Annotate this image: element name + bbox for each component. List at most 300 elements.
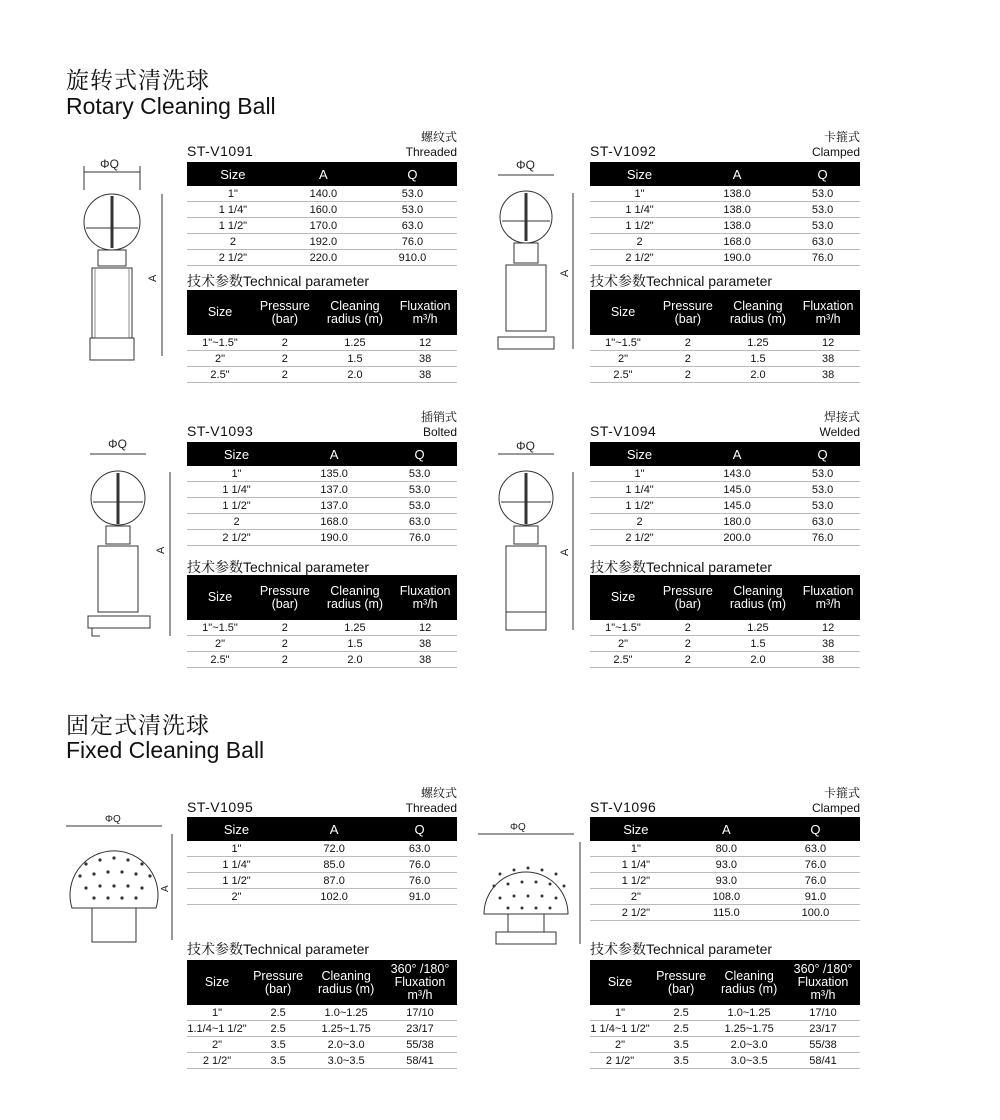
cell: 1.0~1.25 [309, 1005, 383, 1021]
col-pressure: Pressure (bar) [656, 575, 720, 620]
cell: 63.0 [382, 514, 457, 530]
cell: 1"~1.5" [187, 620, 253, 636]
table-row [187, 482, 457, 498]
cell: 3.0~3.5 [712, 1053, 786, 1069]
cell: 76.0 [785, 530, 860, 546]
table-row [590, 514, 860, 530]
cell: 63.0 [382, 841, 457, 857]
cell: 23/17 [383, 1021, 457, 1037]
cell: 1 1/2" [590, 498, 689, 514]
cell: 53.0 [382, 466, 457, 482]
table-row [187, 466, 457, 482]
cell: 53.0 [382, 482, 457, 498]
cell: 2 [656, 636, 720, 652]
cell: 138.0 [689, 218, 785, 234]
product-block-v1092 [590, 128, 860, 390]
col-a: A [286, 817, 382, 841]
table-row [590, 466, 860, 482]
table-row [590, 498, 860, 514]
cell: 1 1/2" [590, 218, 689, 234]
length-label: A [147, 274, 159, 282]
cell: 2 [656, 620, 720, 636]
cell: 12 [393, 335, 457, 351]
table-row [187, 857, 457, 873]
product-block-v1095 [187, 784, 457, 1084]
cell: 100.0 [771, 905, 860, 921]
v1094-technical-drawing [488, 440, 588, 640]
tech-param-title: 技术参数Technical parameter [590, 941, 773, 957]
table-row [590, 202, 860, 218]
cell: 38 [393, 351, 457, 367]
cell: 2" [187, 636, 253, 652]
cell: 38 [393, 367, 457, 383]
cell: 38 [393, 652, 457, 668]
model-number: ST-V1096 [590, 799, 657, 815]
cell: 135.0 [286, 466, 382, 482]
table-row [590, 1021, 860, 1037]
cell: 2 [590, 234, 689, 250]
length-label: A [559, 269, 571, 277]
tech-param-title: 技术参数Technical parameter [187, 941, 370, 957]
cell: 17/10 [383, 1005, 457, 1021]
cell: 53.0 [785, 186, 860, 202]
cell: 115.0 [682, 905, 771, 921]
cell: 2 [253, 620, 317, 636]
tech-param-table [590, 290, 860, 383]
col-pressure: Pressure (bar) [650, 960, 712, 1005]
col-size: Size [590, 575, 656, 620]
table-row [590, 351, 860, 367]
cell: 38 [796, 351, 860, 367]
connection-type-en: Bolted [422, 425, 457, 439]
cell: 58/41 [383, 1053, 457, 1069]
cell: 180.0 [689, 514, 785, 530]
cell: 55/38 [786, 1037, 860, 1053]
col-q: Q [382, 442, 457, 466]
cell: 53.0 [785, 482, 860, 498]
col-fluxation: Fluxation m³/h [796, 575, 860, 620]
cell: 3.5 [247, 1053, 309, 1069]
table-row [590, 186, 860, 202]
fixed-title-cn: 固定式清洗球 [66, 713, 210, 739]
col-size: Size [187, 817, 286, 841]
cell: 190.0 [689, 250, 785, 266]
cell: 2.0 [317, 652, 394, 668]
rotary-title-cn: 旋转式清洗球 [66, 68, 210, 94]
cell: 1" [590, 186, 689, 202]
cell: 2 [656, 367, 720, 383]
cell: 145.0 [689, 498, 785, 514]
cell: 220.0 [279, 250, 368, 266]
fixed-title-en: Fixed Cleaning Ball [66, 737, 265, 763]
cell: 1" [590, 841, 682, 857]
length-label: A [559, 548, 571, 556]
model-number: ST-V1094 [590, 423, 657, 439]
cell: 63.0 [785, 234, 860, 250]
cell: 2 [187, 514, 286, 530]
cell: 3.5 [650, 1053, 712, 1069]
cell: 1 1/2" [187, 218, 279, 234]
cell: 1"~1.5" [590, 620, 656, 636]
cell: 160.0 [279, 202, 368, 218]
cell: 2" [590, 1037, 650, 1053]
tech-param-table [187, 960, 457, 1069]
diameter-label: ΦQ [516, 440, 535, 453]
cell: 1"~1.5" [187, 335, 253, 351]
cell: 2 [253, 636, 317, 652]
cell: 1.25 [317, 620, 394, 636]
cell: 2.5" [187, 652, 253, 668]
cell: 140.0 [279, 186, 368, 202]
cell: 1.0~1.25 [712, 1005, 786, 1021]
cell: 2 [253, 335, 317, 351]
diameter-label: ΦQ [510, 822, 526, 833]
rotary-title-en: Rotary Cleaning Ball [66, 93, 276, 119]
v1096-technical-drawing [470, 820, 588, 958]
col-cleaning-radius: Cleaning radius (m) [317, 575, 394, 620]
cell: 2.5 [247, 1021, 309, 1037]
table-row [590, 218, 860, 234]
cell: 76.0 [382, 873, 457, 889]
col-fluxation: Fluxation m³/h [393, 575, 457, 620]
cell: 1.25~1.75 [309, 1021, 383, 1037]
table-row [187, 636, 457, 652]
cell: 145.0 [689, 482, 785, 498]
cell: 2" [590, 351, 656, 367]
cell: 1 1/4" [590, 857, 682, 873]
model-number: ST-V1093 [187, 423, 254, 439]
col-cleaning-radius: Cleaning radius (m) [720, 290, 797, 335]
cell: 1 1/2" [187, 873, 286, 889]
cell: 2" [187, 1037, 247, 1053]
cell: 91.0 [771, 889, 860, 905]
col-cleaning-radius: Cleaning radius (m) [317, 290, 394, 335]
length-label: A [155, 546, 167, 554]
cell: 93.0 [682, 873, 771, 889]
table-row [187, 530, 457, 546]
cell: 3.5 [247, 1037, 309, 1053]
tech-param-title: 技术参数Technical parameter [590, 559, 773, 575]
connection-type-cn: 卡箍式 [823, 130, 860, 144]
dimension-table [590, 442, 860, 546]
cell: 1.25 [720, 620, 797, 636]
col-pressure: Pressure (bar) [656, 290, 720, 335]
ball-outline [484, 872, 568, 914]
cell: 2 1/2" [590, 1053, 650, 1069]
table-row [590, 250, 860, 266]
cell: 910.0 [368, 250, 457, 266]
table-row [187, 620, 457, 636]
cell: 1 1/4" [590, 202, 689, 218]
table-row [590, 841, 860, 857]
col-q: Q [368, 162, 457, 186]
table-row [590, 367, 860, 383]
cell: 170.0 [279, 218, 368, 234]
cell: 2" [590, 889, 682, 905]
col-q: Q [785, 442, 860, 466]
cell: 17/10 [786, 1005, 860, 1021]
product-block-v1093 [187, 408, 457, 670]
cell: 2.0 [720, 367, 797, 383]
tech-param-table [187, 575, 457, 668]
table-row [590, 905, 860, 921]
cell: 38 [796, 367, 860, 383]
cell: 1.5 [317, 636, 394, 652]
cell: 1.1/4~1 1/2" [187, 1022, 247, 1035]
spray-holes [493, 867, 566, 910]
cell: 2.5" [590, 652, 656, 668]
cell: 3.5 [650, 1037, 712, 1053]
connection-type-en: Threaded [405, 145, 457, 159]
cell: 38 [393, 636, 457, 652]
col-q: Q [382, 817, 457, 841]
table-row [590, 652, 860, 668]
cell: 2.0 [720, 652, 797, 668]
cell: 53.0 [785, 218, 860, 234]
tech-param-table [590, 960, 860, 1069]
cell: 63.0 [771, 841, 860, 857]
cell: 137.0 [286, 482, 382, 498]
cell: 2.5 [650, 1021, 712, 1037]
cell: 58/41 [786, 1053, 860, 1069]
table-row [590, 1037, 860, 1053]
cell: 2" [590, 636, 656, 652]
product-block-v1094 [590, 408, 860, 670]
cell: 53.0 [368, 186, 457, 202]
cell: 2.5" [590, 367, 656, 383]
cell: 38 [796, 636, 860, 652]
connection-type-cn: 螺纹式 [420, 786, 457, 800]
cell: 2 [656, 335, 720, 351]
cell: 1"~1.5" [590, 335, 656, 351]
cell: 138.0 [689, 186, 785, 202]
cell: 1" [187, 466, 286, 482]
v1091-technical-drawing [62, 150, 182, 380]
cell: 2 1/2" [590, 250, 689, 266]
dimension-table [187, 817, 457, 905]
cell: 1.25 [317, 335, 394, 351]
table-row [590, 1005, 860, 1021]
cell: 1.5 [317, 351, 394, 367]
cell: 2.5" [187, 367, 253, 383]
cell: 12 [393, 620, 457, 636]
cell: 1 1/4~1 1/2" [590, 1022, 650, 1035]
table-row [187, 1053, 457, 1069]
table-row [187, 186, 457, 202]
col-a: A [682, 817, 771, 841]
cell: 200.0 [689, 530, 785, 546]
dimension-table [590, 817, 860, 921]
cell: 85.0 [286, 857, 382, 873]
cell: 2 1/2" [187, 1053, 247, 1069]
col-size: Size [590, 290, 656, 335]
cell: 53.0 [382, 498, 457, 514]
dimension-table [187, 162, 457, 266]
cell: 3.0~3.5 [309, 1053, 383, 1069]
v1093-technical-drawing [80, 432, 185, 650]
col-a: A [689, 162, 785, 186]
diameter-label: ΦQ [105, 814, 121, 825]
table-row [187, 1021, 457, 1037]
cell: 1 1/2" [590, 873, 682, 889]
cell: 2 [253, 652, 317, 668]
cell: 1 1/4" [590, 482, 689, 498]
cell: 2.5 [247, 1005, 309, 1021]
cell: 1.25~1.75 [712, 1021, 786, 1037]
table-row [590, 530, 860, 546]
cell: 102.0 [286, 889, 382, 905]
col-q: Q [785, 162, 860, 186]
col-pressure: Pressure (bar) [247, 960, 309, 1005]
v1092-technical-drawing [488, 155, 588, 360]
tech-param-table [187, 290, 457, 383]
cell: 2.0 [317, 367, 394, 383]
table-row [187, 652, 457, 668]
cell: 1 1/4" [187, 202, 279, 218]
product-block-v1091 [187, 128, 457, 390]
cell: 168.0 [286, 514, 382, 530]
cell: 2 [187, 234, 279, 250]
table-row [187, 514, 457, 530]
col-size: Size [187, 162, 279, 186]
cell: 2 1/2" [187, 250, 279, 266]
cell: 93.0 [682, 857, 771, 873]
connection-type-en: Clamped [811, 145, 860, 159]
cell: 23/17 [786, 1021, 860, 1037]
table-row [187, 841, 457, 857]
connection-type-cn: 螺纹式 [420, 130, 457, 144]
cell: 76.0 [382, 857, 457, 873]
table-row [187, 889, 457, 905]
col-fluxation: Fluxation m³/h [796, 290, 860, 335]
connection-type-en: Threaded [405, 801, 457, 815]
cell: 137.0 [286, 498, 382, 514]
cell: 2 [656, 652, 720, 668]
tech-param-title: 技术参数Technical parameter [187, 273, 370, 289]
table-row [187, 202, 457, 218]
col-pressure: Pressure (bar) [253, 575, 317, 620]
cell: 168.0 [689, 234, 785, 250]
col-size: Size [590, 960, 650, 1005]
table-row [187, 873, 457, 889]
connection-type-cn: 卡箍式 [823, 786, 860, 800]
cell: 2 [253, 351, 317, 367]
table-row [590, 335, 860, 351]
cell: 190.0 [286, 530, 382, 546]
v1095-technical-drawing [60, 812, 185, 957]
col-a: A [286, 442, 382, 466]
cell: 2" [187, 889, 286, 905]
cell: 2 [656, 351, 720, 367]
connection-type-cn: 插销式 [420, 410, 457, 424]
cell: 138.0 [689, 202, 785, 218]
col-q: Q [771, 817, 860, 841]
cell: 143.0 [689, 466, 785, 482]
table-row [187, 1005, 457, 1021]
cell: 72.0 [286, 841, 382, 857]
col-size: Size [590, 817, 682, 841]
table-row [187, 498, 457, 514]
model-number: ST-V1091 [187, 143, 254, 159]
cell: 2.5 [650, 1005, 712, 1021]
col-fluxation: 360° /180° Fluxation m³/h [383, 960, 457, 1005]
cell: 1" [590, 466, 689, 482]
diameter-label: ΦQ [516, 158, 535, 172]
col-size: Size [187, 575, 253, 620]
col-fluxation: 360° /180° Fluxation m³/h [786, 960, 860, 1005]
cell: 1" [590, 1005, 650, 1021]
cell: 2.0~3.0 [309, 1037, 383, 1053]
length-label: A [160, 885, 171, 892]
col-cleaning-radius: Cleaning radius (m) [309, 960, 383, 1005]
diameter-label: ΦQ [108, 437, 127, 451]
connection-type-en: Welded [819, 425, 860, 439]
cell: 2 [253, 367, 317, 383]
cell: 1 1/2" [187, 498, 286, 514]
cell: 53.0 [368, 202, 457, 218]
col-size: Size [590, 442, 689, 466]
cell: 2 1/2" [590, 905, 682, 921]
cell: 2.0~3.0 [712, 1037, 786, 1053]
product-block-v1096 [590, 784, 860, 1084]
model-number: ST-V1092 [590, 143, 657, 159]
cell: 1.25 [720, 335, 797, 351]
table-row [590, 482, 860, 498]
cell: 76.0 [382, 530, 457, 546]
col-a: A [689, 442, 785, 466]
cell: 2 1/2" [590, 530, 689, 546]
cell: 38 [796, 652, 860, 668]
cell: 63.0 [368, 218, 457, 234]
tech-param-title: 技术参数Technical parameter [590, 273, 773, 289]
table-row [187, 335, 457, 351]
cell: 1.5 [720, 351, 797, 367]
cell: 2 1/2" [187, 530, 286, 546]
cell: 12 [796, 335, 860, 351]
cell: 1.5 [720, 636, 797, 652]
spray-holes [78, 856, 151, 899]
cell: 80.0 [682, 841, 771, 857]
col-size: Size [187, 290, 253, 335]
table-row [590, 234, 860, 250]
connection-type-en: Clamped [811, 801, 860, 815]
col-size: Size [187, 960, 247, 1005]
col-fluxation: Fluxation m³/h [393, 290, 457, 335]
col-size: Size [187, 442, 286, 466]
cell: 76.0 [771, 857, 860, 873]
cell: 108.0 [682, 889, 771, 905]
table-row [590, 620, 860, 636]
table-row [187, 218, 457, 234]
col-a: A [279, 162, 368, 186]
col-size: Size [590, 162, 689, 186]
tech-param-title: 技术参数Technical parameter [187, 559, 370, 575]
table-row [187, 1037, 457, 1053]
diameter-label: ΦQ [100, 157, 119, 171]
col-pressure: Pressure (bar) [253, 290, 317, 335]
connection-type-cn: 焊接式 [823, 410, 860, 424]
cell: 1" [187, 1005, 247, 1021]
table-row [187, 234, 457, 250]
table-row [187, 367, 457, 383]
table-row [187, 250, 457, 266]
cell: 1 1/4" [187, 482, 286, 498]
cell: 55/38 [383, 1037, 457, 1053]
dimension-table [187, 442, 457, 546]
table-row [590, 857, 860, 873]
cell: 76.0 [368, 234, 457, 250]
cell: 2 [590, 514, 689, 530]
